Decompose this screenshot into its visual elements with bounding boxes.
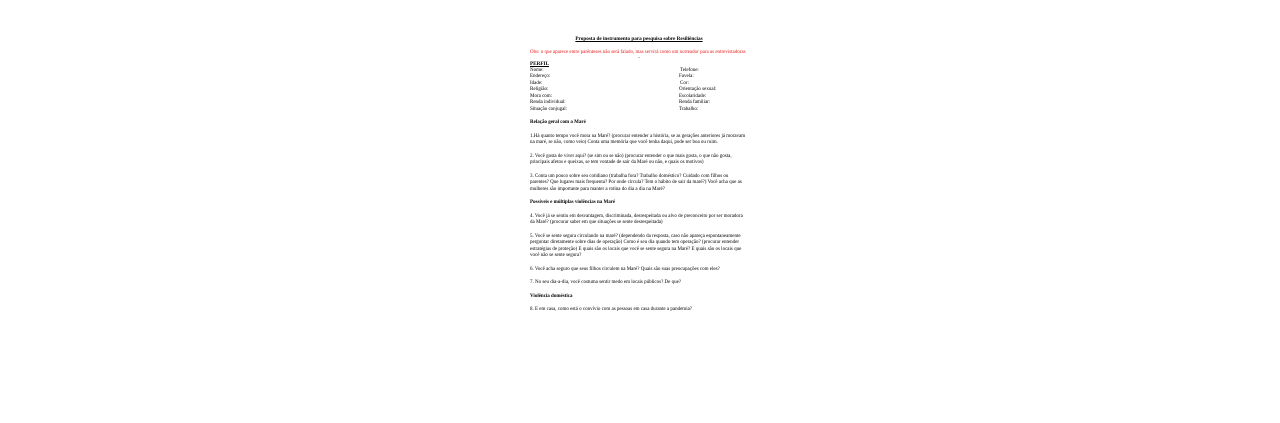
field-nome: Nome: bbox=[530, 67, 544, 73]
field-telefone: Telefone: bbox=[680, 67, 699, 73]
field-religiao: Religião: bbox=[530, 87, 549, 92]
question-7: 7. No seu dia-a-dia, você costuma sentir medo em locais públicos? De que? bbox=[530, 280, 682, 285]
section-heading-relacao-geral: Relação geral com a Maré bbox=[530, 120, 586, 125]
separator-dot: - bbox=[638, 56, 640, 61]
document-title: Proposta de instrumento para pesquisa sobre Resiliências bbox=[575, 36, 703, 42]
question-8: 8. E em casa, como está o convívio com as pessoas em casa durante a pandemia? bbox=[530, 307, 693, 312]
field-orientacao-sexual: Orientação sexual: bbox=[679, 87, 717, 92]
field-renda-familiar: Renda familiar: bbox=[679, 100, 711, 105]
field-renda-individual: Renda individual: bbox=[530, 100, 566, 105]
field-escolaridade: Escolaridade: bbox=[679, 93, 707, 99]
field-cor: Cor: bbox=[680, 80, 689, 86]
interviewer-note: Obs: o que aparece entre parênteses não será falado, mas servirá como um norteador para as entrevistadoras bbox=[530, 49, 746, 55]
field-idade: Idade: bbox=[530, 80, 543, 86]
section-heading-violencia-domestica: Violência doméstica bbox=[530, 293, 573, 299]
question-4: 4. Você já se sentiu em desvantagem, discriminada, desrespeitada ou alvo de preconceito por ser moradora da Maré? (procurar saber em que situações se sente desrespeitada) bbox=[530, 213, 743, 225]
question-5: 5. Você se sente segura circulando na maré? (dependendo da resposta, caso não apareça espontaneamente perguntar diretamente sobre dias de operação) Como é seu dia quando tem operação? (procurar entender estratégias de proteção) E quais são os locais que você se sente segura na Maré? E quais são os locais que você não se sente segura? bbox=[530, 233, 742, 258]
document-body bbox=[530, 36, 748, 321]
field-favela: Favela: bbox=[679, 74, 694, 79]
question-2: 2. Você gosta de viver aqui? (se sim ou se não) (procurar entender o que mais gosta, o que não gosta, principais afetos e queixas, se tem vontade de sair da Maré ou não, e quais os motivos) bbox=[530, 153, 732, 165]
field-endereco: Endereço: bbox=[530, 74, 551, 79]
perfil-heading: PERFIL bbox=[530, 61, 550, 67]
perfil-fields bbox=[530, 68, 748, 114]
question-1: 1.Há quanto tempo você mora na Maré? (procurar entender a história, se as gerações anteriores já moravam na maré, se não, como veio) Conta uma memória que você tenha daqui, pode ser boa ou ruim. bbox=[530, 133, 746, 145]
field-mora-com: Mora com: bbox=[530, 93, 553, 99]
section-heading-violencias: Possíveis e múltiplas violências na Maré bbox=[530, 200, 616, 205]
field-trabalho: Trabalho: bbox=[679, 106, 699, 112]
question-3: 3. Conta um pouco sobre seu cotidiano (trabalha fora? Trabalho doméstico? Cuidado com filhos ou parentes? Que lugares mais frequenta? Por onde circula? Tem o hábito de sair da maré?) Você acha que as mulheres são importante para manter a rotina do dia a dia na Maré? bbox=[530, 173, 742, 192]
field-situacao-conjugal: Situação conjugal: bbox=[530, 106, 568, 112]
question-6: 6. Você acha seguro que seus filhos circulem na Maré? Quais são suas preocupações com eles? bbox=[530, 266, 720, 272]
